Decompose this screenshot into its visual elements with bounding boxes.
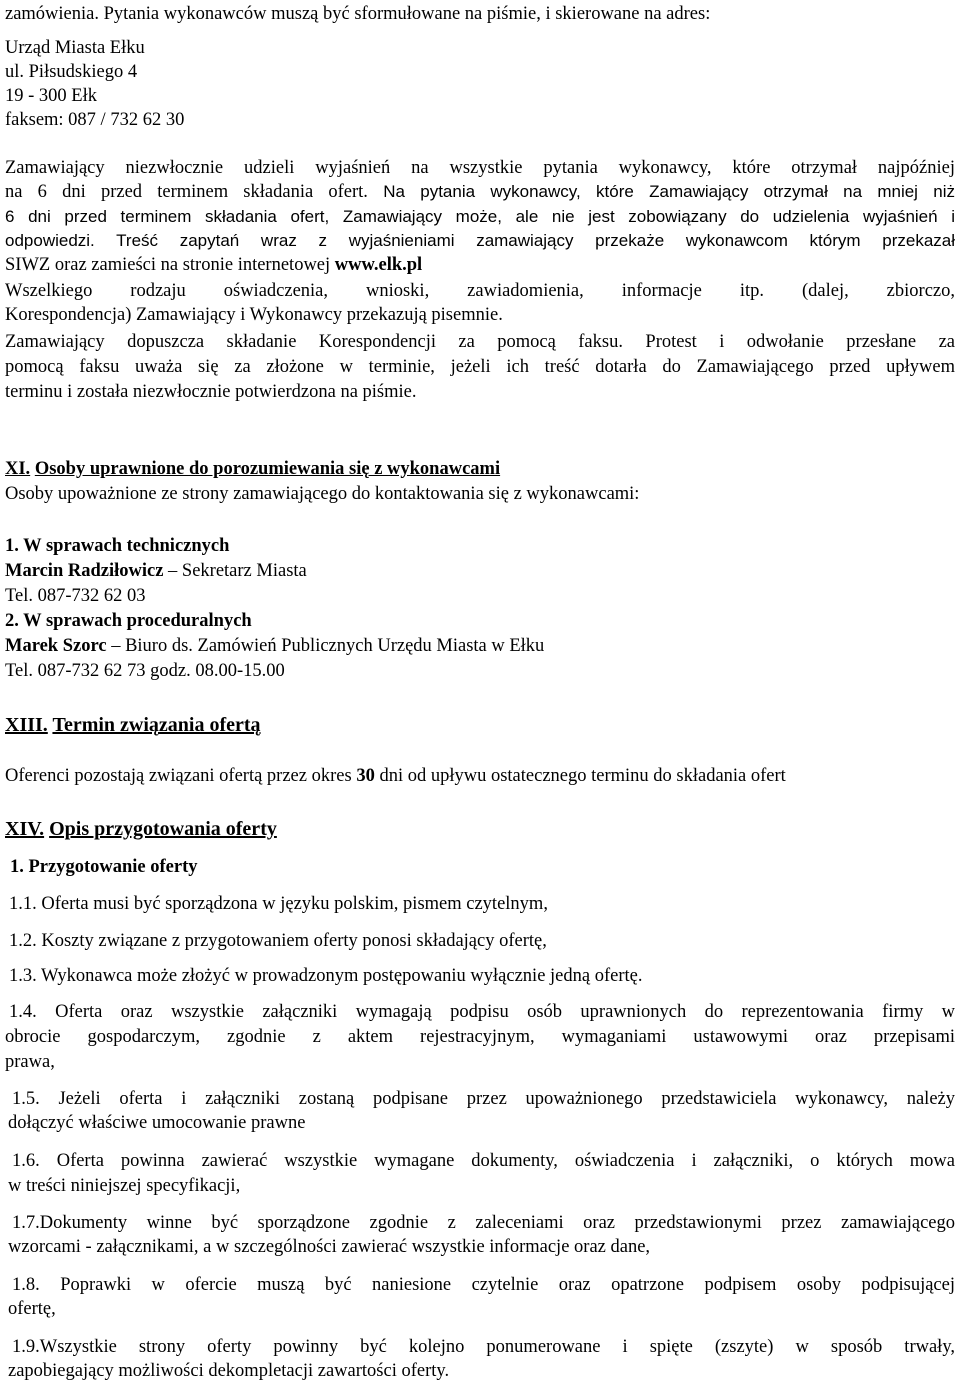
section-xiii-body: Oferenci pozostają związani ofertą przez okres 30 dni od upływu ostatecznego terminu do składania ofert [5, 766, 786, 786]
offer-rule-1-8: 1.8. Poprawki w ofercie muszą być naniesione czytelnie oraz opatrzone podpisem osoby podpisującej [12, 1275, 955, 1295]
offer-rule-1-6: 1.6. Oferta powinna zawierać wszystkie wymagane dokumenty, oświadczenia i załączniki, o których mowa [12, 1151, 955, 1171]
clarification-line: Wszelkiego rodzaju oświadczenia, wnioski, zawiadomienia, informacje itp. (dalej, zbiorczo, [5, 281, 955, 301]
offer-rule-1-7: 1.7.Dokumenty winne być sporządzone zgodnie z zaleceniami oraz przedstawionymi przez zamawiającego [12, 1213, 955, 1233]
offer-rule-1-8: ofertę, [8, 1299, 56, 1319]
offer-rule-1-9: 1.9.Wszystkie strony oferty powinny być kolejno ponumerowane i spięte (zszyte) w sposób trwały, [12, 1337, 955, 1357]
offer-rule-1-6: w treści niniejszej specyfikacji, [8, 1176, 241, 1196]
contact-tech-phone: Tel. 087-732 62 03 [5, 586, 146, 606]
offer-rule-1-1: 1.1. Oferta musi być sporządzona w języku polskim, pismem czytelnym, [9, 894, 548, 914]
address-postal: 19 - 300 Ełk [5, 86, 97, 106]
offer-rule-1-4: prawa, [5, 1052, 55, 1072]
clarification-line: odpowiedzi. Treść zapytań wraz z wyjaśnieniami zamawiający przekaże wykonawcom którym przekazał [5, 231, 955, 250]
clarification-line: terminu i została niezwłocznie potwierdzona na piśmie. [5, 382, 417, 402]
section-xiii-heading: XIII. Termin związania ofertą [5, 714, 261, 736]
address-fax: faksem: 087 / 732 62 30 [5, 110, 185, 130]
section-xiv-subheading: 1. Przygotowanie oferty [10, 857, 198, 877]
clarification-paragraph [5, 156, 955, 180]
website-link: www.elk.pl [334, 255, 423, 275]
offer-rule-1-4: 1.4. Oferta oraz wszystkie załączniki wymagają podpisu osób uprawnionych do reprezentowania firmy w [9, 1002, 955, 1022]
clarification-line: pomocą faksu uważa się za złożone w terminie, jeżeli ich treść dotarła do Zamawiającego przed upływem [5, 357, 955, 377]
contact-proc-person: Marek Szorc – Biuro ds. Zamówień Publicznych Urzędu Miasta w Ełku [5, 636, 545, 656]
clarification-line: na 6 dni przed terminem składania ofert. Na pytania wykonawcy, które Zamawiający otrzymał na mniej niż [5, 182, 955, 202]
section-xi-intro: Osoby upoważnione ze strony zamawiającego do kontaktowania się z wykonawcami: [5, 484, 640, 504]
offer-rule-1-5: 1.5. Jeżeli oferta i załączniki zostaną podpisane przez upoważnionego przedstawiciela wykonawcy, należy [12, 1089, 955, 1109]
address-street: ul. Piłsudskiego 4 [5, 62, 138, 82]
contact-proc-heading: 2. W sprawach proceduralnych [5, 611, 252, 631]
offer-rule-1-5: dołączyć właściwe umocowanie prawne [8, 1113, 306, 1133]
intro-line: zamówienia. Pytania wykonawców muszą być sformułowane na piśmie, i skierowane na adres: [5, 4, 711, 24]
offer-rule-1-2: 1.2. Koszty związane z przygotowaniem oferty ponosi składający ofertę, [9, 931, 547, 951]
offer-rule-1-9: zapobiegający możliwości dekompletacji zawartości oferty. [8, 1361, 450, 1381]
contact-tech-person: Marcin Radziłowicz – Sekretarz Miasta [5, 561, 307, 581]
contact-proc-phone: Tel. 087-732 62 73 godz. 08.00-15.00 [5, 661, 285, 681]
contact-tech-heading: 1. W sprawach technicznych [5, 536, 230, 556]
clarification-line: Zamawiający dopuszcza składanie Korespondencji za pomocą faksu. Protest i odwołanie przesłane za [5, 332, 955, 352]
section-xiv-heading: XIV. Opis przygotowania oferty [5, 818, 277, 840]
offer-rule-1-3: 1.3. Wykonawca może złożyć w prowadzonym postępowaniu wyłącznie jedną ofertę. [9, 966, 643, 986]
clarification-line: 6 dni przed terminem składania ofert, Zamawiający może, ale nie jest zobowiązany do udzielenia wyjaśnień i [5, 207, 955, 226]
section-xi-heading: XI. Osoby uprawnione do porozumiewania się z wykonawcami [5, 459, 501, 479]
offer-rule-1-7: wzorcami - załącznikami, a w szczególności zawierać wszystkie informacje oraz dane, [8, 1237, 651, 1257]
clarification-line: Korespondencja) Zamawiający i Wykonawcy przekazują pisemnie. [5, 305, 503, 325]
offer-rule-1-4: obrocie gospodarczym, zgodnie z aktem rejestracyjnym, wymaganiami ustawowymi oraz przepisami [5, 1027, 955, 1047]
clarification-line: SIWZ oraz zamieści na stronie internetowej www.elk.pl [5, 255, 423, 275]
clarification-line: Zamawiający niezwłocznie udzieli wyjaśnień na wszystkie pytania wykonawcy, które otrzymał najpóźniej [5, 158, 955, 178]
address-org: Urząd Miasta Ełku [5, 38, 145, 58]
